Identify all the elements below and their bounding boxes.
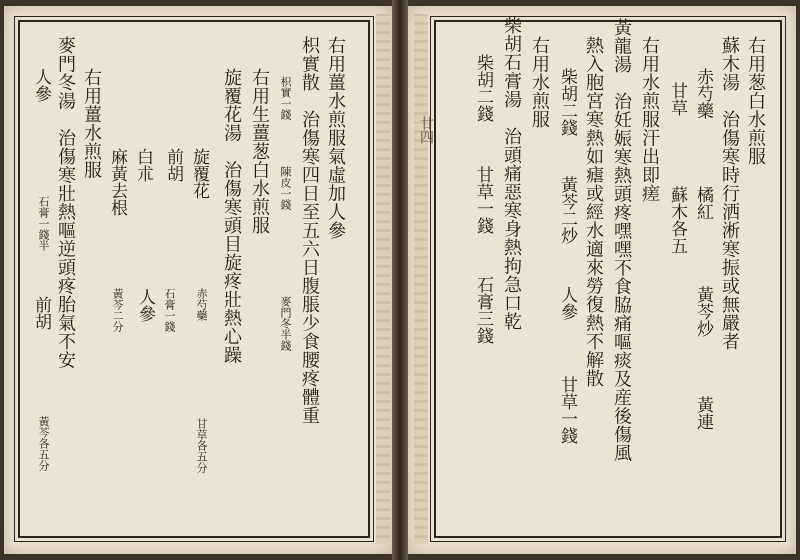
text-column: 黃龍湯 治妊娠寒熱頭疼嘿嘿不食脇痛嘔痰及産後傷風 (611, 18, 632, 462)
text-column: 柴胡二錢 (557, 68, 577, 136)
text-column: 赤芍藥 (195, 288, 208, 321)
text-column: 陳皮一錢 (279, 166, 292, 210)
text-column: 石膏一錢 (163, 288, 176, 332)
text-column: 柴胡石膏湯 治頭痛惡寒身熱拘急口乾 (501, 16, 522, 331)
text-column: 麻黃去根 (107, 148, 127, 216)
right-page-spine-edge (414, 14, 428, 544)
text-column: 前胡 (31, 296, 51, 330)
text-column: 甘草 (667, 82, 687, 116)
text-column: 甘草各五分 (195, 418, 208, 473)
text-column: 枳實一錢 (279, 76, 292, 120)
text-column: 石膏三錢 (473, 276, 493, 344)
text-column: 枳實散 治傷寒四日至五六日腹脹少食腰疼體重 (299, 36, 320, 425)
text-column: 赤芍藥 (693, 68, 713, 119)
text-column: 人參 (31, 68, 51, 102)
text-column: 右用薑水煎服氣虛加人參 (325, 36, 346, 240)
text-column: 柴胡二錢 (473, 54, 493, 122)
text-column: 右用薑水煎服 (81, 68, 102, 179)
text-column: 麥門冬湯 治傷寒壯熱嘔逆頭疼胎氣不安 (55, 36, 76, 369)
text-column: 旋覆花湯 治傷寒頭目旋疼壯熱心躁 (221, 68, 242, 364)
text-column: 甘草一錢 (557, 376, 577, 444)
text-column: 人參 (557, 286, 577, 320)
text-column: 甘草一錢 (473, 166, 493, 234)
right-page (408, 6, 796, 554)
text-column: 麥門冬半錢 (279, 296, 292, 351)
text-column: 右用水煎服 (529, 36, 550, 129)
text-column: 白朮 (133, 148, 153, 182)
text-column: 右用生薑葱白水煎服 (249, 68, 270, 235)
text-column: 黃芩各五分 (37, 416, 50, 471)
left-page-spine-edge (376, 14, 390, 544)
book-gutter (392, 0, 408, 560)
text-column: 黃芩二分 (111, 288, 124, 332)
page-number: 廿四 (418, 116, 434, 144)
text-column: 蘇木湯 治傷寒時行洒淅寒振或無嚴者 (719, 36, 740, 351)
text-column: 石膏一錢半 (37, 196, 50, 251)
text-column: 蘇木各五 (667, 186, 687, 254)
text-column: 黃連 (693, 396, 713, 430)
text-column: 熱入胞宮寒熱如瘧或經水適來勞復熱不解散 (583, 36, 604, 388)
left-page (4, 6, 392, 554)
text-column: 前胡 (163, 148, 183, 182)
text-column: 黃芩二炒 (557, 176, 577, 244)
text-column: 橘紅 (693, 186, 713, 220)
text-column: 右用葱白水煎服 (745, 36, 766, 166)
text-column: 旋覆花 (189, 148, 209, 199)
text-column: 人參 (135, 288, 155, 322)
text-column: 黃芩炒 (693, 286, 713, 337)
text-column: 右用水煎服汗出即瘥 (639, 36, 660, 203)
